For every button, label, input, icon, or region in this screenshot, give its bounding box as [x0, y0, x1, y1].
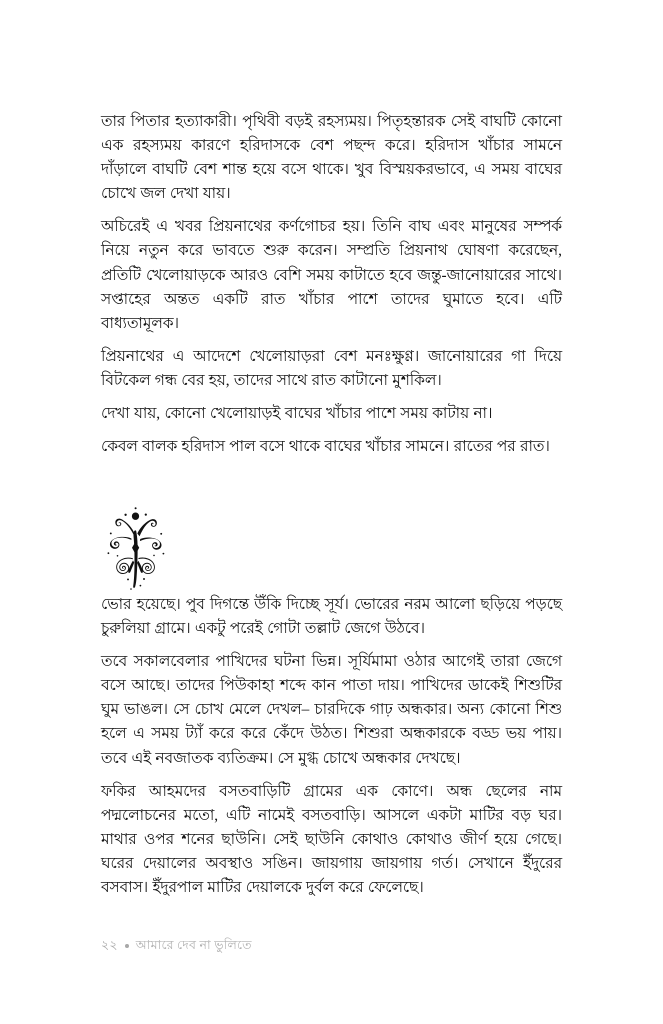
paragraph: অচিরেই এ খবর প্রিয়নাথের কর্ণগোচর হয়। তিনি বাঘ এবং মানুষের সম্পর্ক নিয়ে নতুন করে ভাবতে শুরু করেন। সম্প্রতি প্রিয়নাথ ঘোষণা করেছেন, প্রতিটি খেলোয়াড়কে আরও বেশি সময় কাটাতে হবে জন্তু-জানোয়ারের সাথে। সপ্তাহের অন্তত একটি রাত খাঁচার পাশে তাদের ঘুমাতে হবে। এটি বাধ্যতামূলক।	[101, 218, 562, 332]
paragraph: দেখা যায়, কোনো খেলোয়াড়ই বাঘের খাঁচার পাশে সময় কাটায় না।	[101, 405, 493, 423]
paragraph: তার পিতার হত্যাকারী। পৃথিবী বড়ই রহস্যময়। পিতৃহন্তারক সেই বাঘটি কোনো এক রহস্যময় কারণে হরিদাসকে বেশ পছন্দ করে। হরিদাস খাঁচার সামনে দাঁড়ালে বাঘটি বেশ শান্ত হয়ে বসে থাকে। খুব বিস্ময়করভাবে, এ সময় বাঘের চোখে জল দেখা যায়।	[101, 113, 562, 203]
book-title: আমারে দেব না ভুলিতে	[135, 938, 252, 952]
bullet-separator-icon	[125, 944, 129, 948]
paragraph: ফকির আহমদের বসতবাড়িটি গ্রামের এক কোণে। অন্ধ ছেলের নাম পদ্মলোচনের মতো, এটি নামেই বসতবাড়ি। আসলে একটা মাটির বড় ঘর। মাথার ওপর শনের ছাউনি। সেই ছাউনি কোথাও কোথাও জীর্ণ হয়ে গেছে। ঘরের দেয়ালের অবস্থাও সঙিন। জায়গায় জায়গায় গর্ত। সেখানে ইঁদুরের বসবাস। ইঁদুরপাল মাটির দেয়ালকে দুর্বল করে ফেলেছে।	[101, 782, 562, 897]
page-number: ২২	[101, 938, 118, 952]
body-text-bottom	[101, 593, 562, 900]
paragraph: তবে সকালবেলার পাখিদের ঘটনা ভিন্ন। সূর্যিমামা ওঠার আগেই তারা জেগে বসে আছে। তাদের পিউকাহা শব্দে কান পাতা দায়। পাখিদের ডাকেই শিশুটির ঘুম ভাঙল। সে চোখ মেলে দেখল– চারদিকে গাঢ় অন্ধকার। অন্য কোনো শিশু হলে এ সময় ট্যাঁ করে করে কেঁদে উঠত। শিশুরা অন্ধকারকে বড্ড ভয় পায়। তবে এই নবজাতক ব্যতিক্রম। সে মুগ্ধ চোখে অন্ধকার দেখছে।	[101, 653, 562, 767]
page-footer	[101, 937, 252, 954]
paragraph: কেবল বালক হরিদাস পাল বসে থাকে বাঘের খাঁচার সামনে। রাতের পর রাত।	[101, 438, 550, 456]
paragraph: ভোর হয়েছে। পুব দিগন্তে উঁকি দিচ্ছে সূর্য। ভোরের নরম আলো ছড়িয়ে পড়ছে চুরুলিয়া গ্রামে। একটু পরেই গোটা তল্লাট জেগে উঠবে।	[101, 596, 562, 638]
floral-vine-ornament-icon	[101, 503, 181, 593]
body-text-top	[101, 110, 562, 459]
paragraph: প্রিয়নাথের এ আদেশে খেলোয়াড়রা বেশ মনঃক্ষুণ্ণ। জানোয়ারের গা দিয়ে বিটকেল গন্ধ বের হয়, তাদের সাথে রাত কাটানো মুশকিল।	[101, 347, 562, 389]
